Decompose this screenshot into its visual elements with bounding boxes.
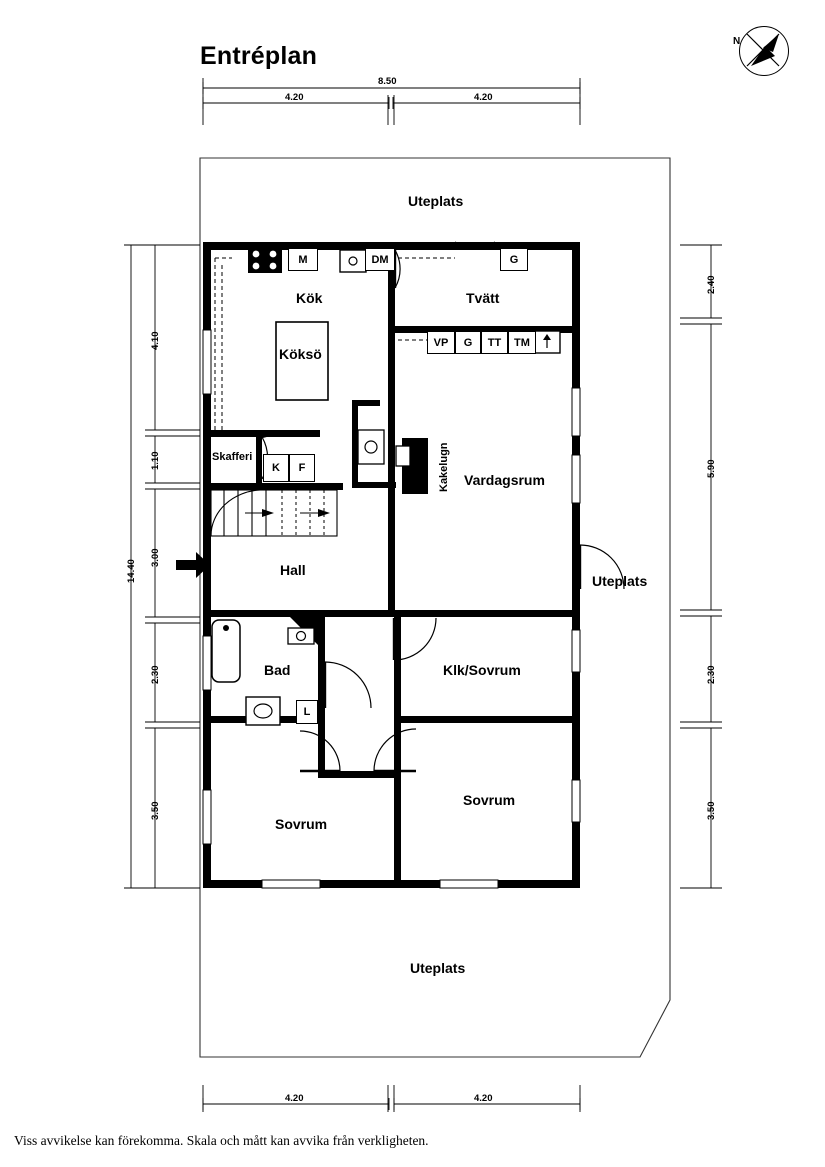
dim-top-right: 4.20 — [474, 92, 493, 103]
compass-north-label: N — [733, 36, 741, 47]
room-label-sovrum-2: Sovrum — [463, 792, 516, 808]
dim-left-5: 3.50 — [150, 801, 161, 820]
appliance-microwave: M — [288, 248, 318, 271]
room-label-hall: Hall — [280, 562, 306, 578]
appliance-washer-tm: TM — [508, 331, 536, 354]
appliance-heat-pump: VP — [427, 331, 455, 354]
dim-left-2: 1.10 — [150, 451, 161, 470]
dim-bottom-left: 4.20 — [285, 1093, 304, 1104]
appliance-laundry-l: L — [296, 700, 318, 724]
room-label-uteplats-nord: Uteplats — [408, 193, 464, 209]
dim-top-total: 8.50 — [378, 76, 397, 87]
room-label-kokso: Köksö — [279, 346, 322, 362]
room-label-tvatt: Tvätt — [466, 290, 500, 306]
room-label-klk-sovrum: Klk/Sovrum — [443, 662, 521, 678]
room-label-kok: Kök — [296, 290, 323, 306]
appliance-fridge-k: K — [263, 454, 289, 482]
dim-bottom-right: 4.20 — [474, 1093, 493, 1104]
dim-left-total: 14.40 — [126, 559, 137, 583]
dim-right-4: 3.50 — [706, 801, 717, 820]
appliance-freezer-g: G — [500, 248, 528, 271]
appliance-dryer-tt: TT — [481, 331, 508, 354]
dim-left-3: 3.00 — [150, 548, 161, 567]
dim-right-2: 5.90 — [706, 459, 717, 478]
dim-right-1: 2.40 — [706, 275, 717, 294]
dim-top-left: 4.20 — [285, 92, 304, 103]
room-label-uteplats-ost: Uteplats — [592, 573, 648, 589]
dim-left-1: 4.10 — [150, 331, 161, 350]
page-title: Entréplan — [200, 42, 318, 70]
room-label-sovrum-1: Sovrum — [275, 816, 328, 832]
appliance-dishwasher: DM — [365, 248, 395, 271]
appliance-freezer-g2: G — [455, 331, 481, 354]
room-label-kakelugn: Kakelugn — [438, 442, 450, 492]
dim-right-3: 2.30 — [706, 665, 717, 684]
disclaimer-text: Viss avvikelse kan förekomma. Skala och mått kan avvika från verkligheten. — [14, 1133, 429, 1148]
room-label-bad: Bad — [264, 662, 291, 678]
room-label-vardagsrum: Vardagsrum — [464, 472, 545, 488]
appliance-freezer-f: F — [289, 454, 315, 482]
room-label-skafferi: Skafferi — [212, 451, 253, 463]
room-label-uteplats-syd: Uteplats — [410, 960, 466, 976]
dim-left-4: 2.30 — [150, 665, 161, 684]
